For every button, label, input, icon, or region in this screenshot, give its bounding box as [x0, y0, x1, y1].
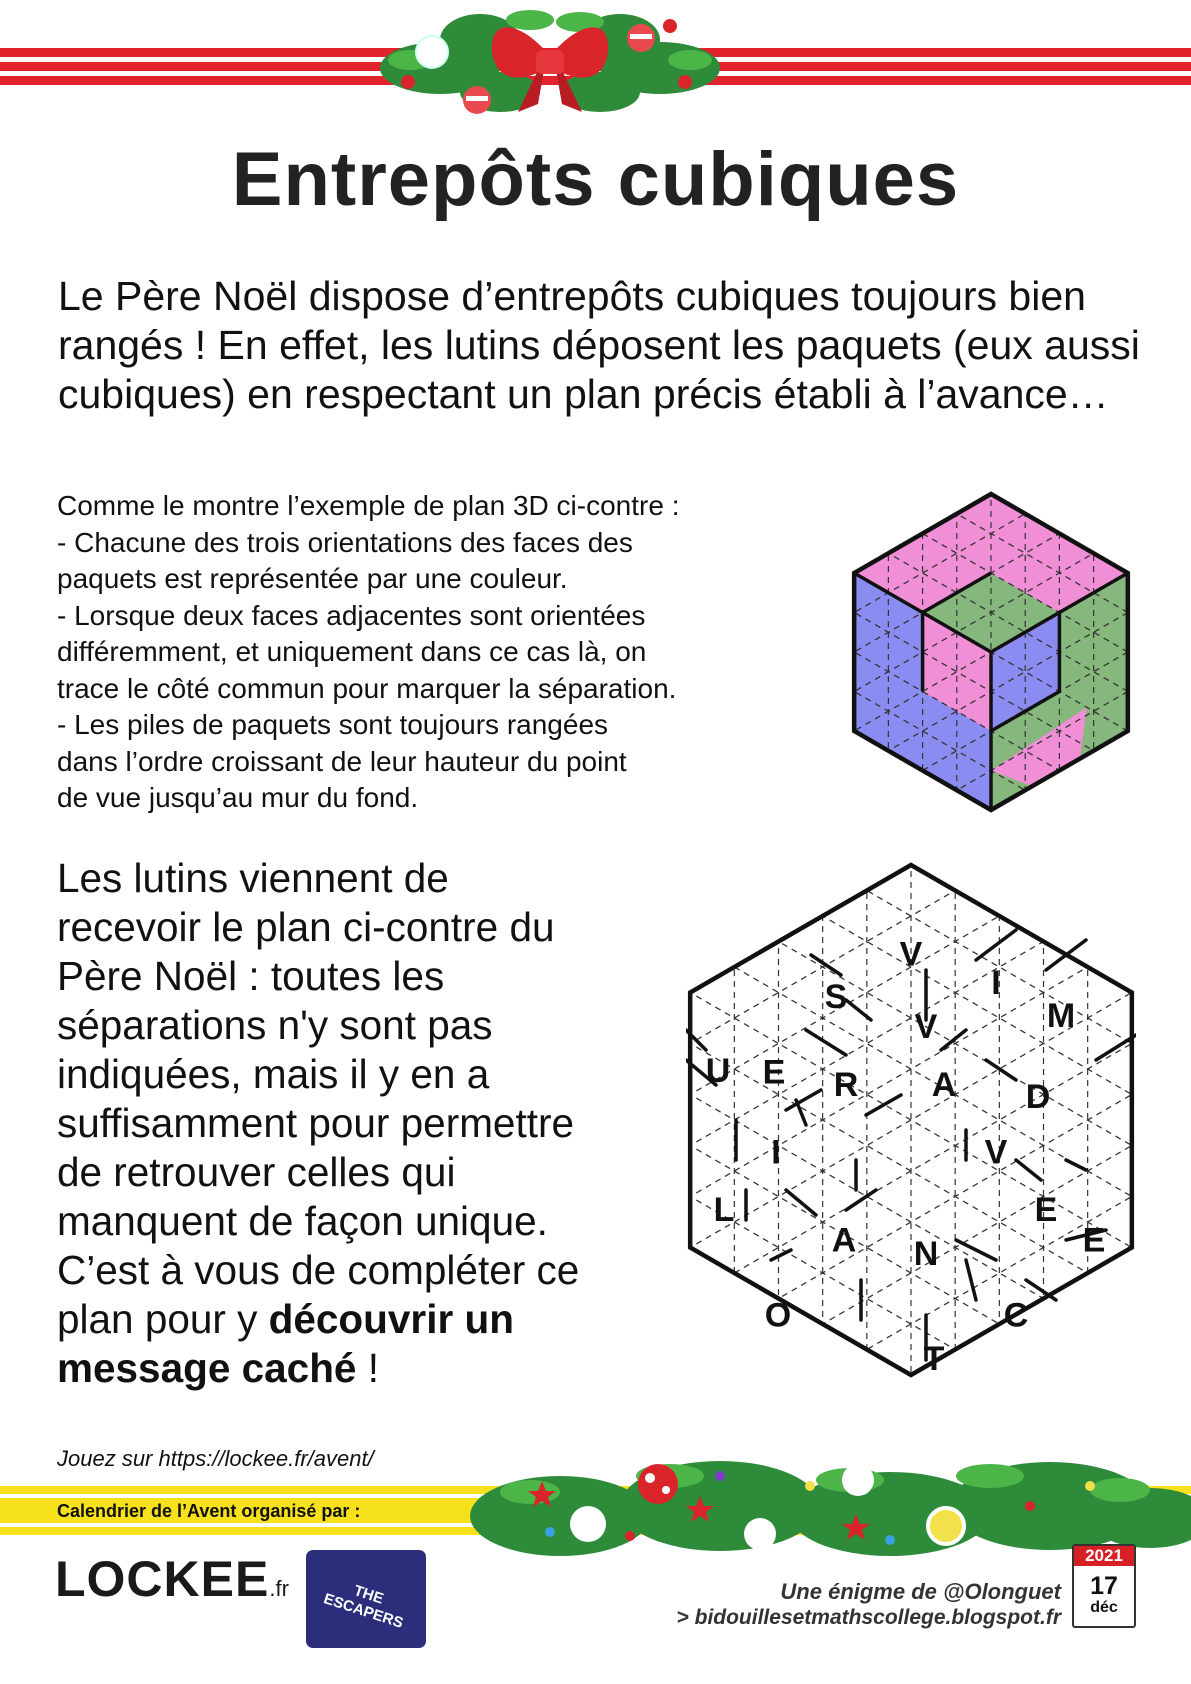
puzzle-letter: T [923, 1340, 945, 1378]
example-line: - Lorsque deux faces adjacentes sont orientées [57, 599, 646, 631]
organized-by-label: Calendrier de l’Avent organisé par : [57, 1501, 361, 1521]
top-garland-bow [380, 0, 720, 125]
calendar-date-icon [1072, 1544, 1136, 1628]
puzzle-letter: V [899, 935, 923, 974]
puzzle-letter: I [991, 963, 1001, 1002]
story-line: de retrouver celles qui [57, 1149, 456, 1195]
the-escapers-logo [306, 1550, 426, 1648]
puzzle-letter: S [824, 977, 848, 1016]
puzzle-letter: R [833, 1065, 859, 1104]
lockee-logo [55, 1550, 289, 1608]
puzzle-letter: M [1046, 997, 1076, 1036]
puzzle-letter: L [713, 1190, 735, 1229]
puzzle-plan-hexagon [686, 860, 1136, 1380]
story-text: plan pour y [57, 1296, 269, 1342]
story-line: indiquées, mais il y en a [57, 1051, 490, 1097]
story-line: suffisamment pour permettre [57, 1100, 574, 1146]
example-line: - Chacune des trois orientations des faces des [57, 526, 633, 558]
example-line: de vue jusqu’au mur du fond. [57, 782, 419, 813]
story-line: C’est à vous de compléter ce [57, 1247, 580, 1293]
puzzle-letter: V [984, 1133, 1008, 1172]
puzzle-letter: U [705, 1051, 731, 1090]
puzzle-letter: E [1034, 1190, 1058, 1229]
page-title: Entrepôts cubiques [231, 137, 960, 222]
example-3d-plan-hexagon [846, 487, 1136, 817]
puzzle-letter: A [931, 1065, 957, 1104]
blog-credit: > bidouillesetmathscollege.blogspot.fr [676, 1606, 1061, 1629]
example-line: différemment, et uniquement dans ce cas là, on [57, 636, 647, 667]
puzzle-letter: A [831, 1221, 857, 1260]
story-line: séparations n'y sont pas [57, 1002, 493, 1048]
intro-paragraph: Le Père Noël dispose d’entrepôts cubiques toujours bien rangés ! En effet, les lutins déposent les paquets (eux aussi cubiques) en respectant un plan précis établi à l’avance… [58, 273, 1140, 417]
example-explanation [57, 488, 847, 817]
author-credit: Une énigme de @Olonguet [780, 1579, 1061, 1604]
puzzle-letter: E [1082, 1221, 1106, 1260]
story-paragraph [57, 854, 697, 1393]
story-line [57, 1295, 697, 1344]
the-escapers-logo-text: THE ESCAPERS [321, 1582, 406, 1632]
lockee-logo-suffix: .fr [269, 1576, 289, 1601]
story-line: recevoir le plan ci-contre du [57, 904, 555, 950]
example-line: paquets est représentée par une couleur. [57, 563, 568, 594]
example-line: - Les piles de paquets sont toujours rangées [57, 709, 609, 740]
puzzle-letter: C [1003, 1296, 1029, 1335]
story-bold-text: message caché [57, 1345, 357, 1391]
calendar-day: 17 [1090, 1572, 1118, 1600]
calendar-month: déc [1090, 1599, 1118, 1616]
puzzle-letter: D [1025, 1078, 1051, 1117]
story-line [57, 1344, 697, 1393]
play-url-text: Jouez sur https://lockee.fr/avent/ [57, 1446, 374, 1471]
example-line: trace le côté commun pour marquer la séparation. [57, 672, 677, 704]
story-text: ! [356, 1345, 379, 1391]
calendar-year: 2021 [1074, 1546, 1134, 1566]
puzzle-letter: V [914, 1007, 938, 1046]
story-line: manquent de façon unique. [57, 1198, 548, 1244]
puzzle-letter: E [762, 1053, 786, 1092]
puzzle-letter: O [764, 1296, 792, 1335]
puzzle-letter: N [913, 1234, 939, 1273]
story-line: Père Noël : toutes les [57, 953, 445, 999]
story-bold-text: découvrir un [268, 1296, 514, 1342]
lockee-logo-text: LOCKEE [55, 1551, 270, 1607]
example-line: Comme le montre l’exemple de plan 3D ci-contre : [57, 490, 680, 521]
story-line: Les lutins viennent de [57, 855, 449, 901]
example-line: dans l’ordre croissant de leur hauteur du point [57, 745, 627, 777]
puzzle-letter: I [771, 1133, 781, 1172]
